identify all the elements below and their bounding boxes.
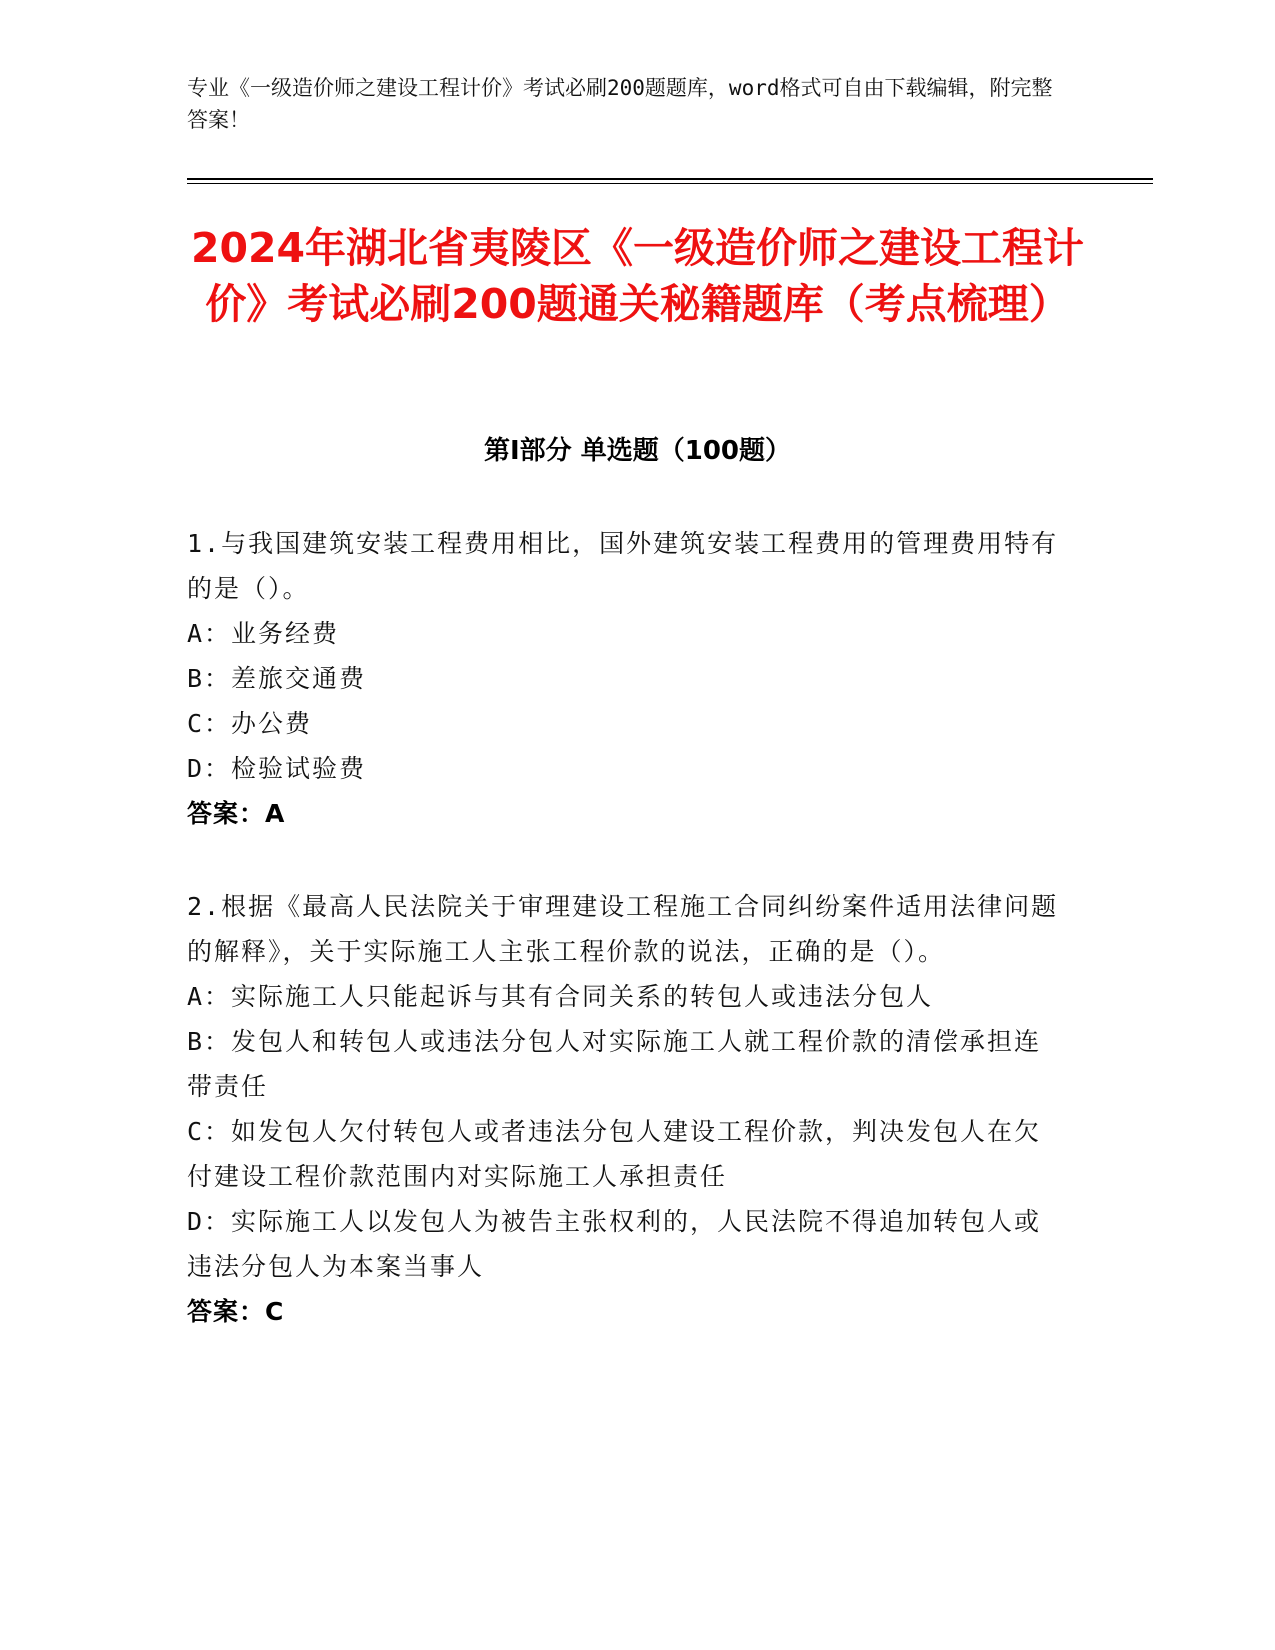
question-2 — [187, 884, 1067, 1334]
question-stem: 2.根据《最高人民法院关于审理建设工程施工合同纠纷案件适用法律问题的解释》，关于实际施工人主张工程价款的说法，正确的是（）。 — [187, 892, 1059, 966]
option-d: D：实际施工人以发包人为被告主张权利的，人民法院不得追加转包人或违法分包人为本案当事人 — [187, 1207, 1042, 1281]
question-stem: 1.与我国建筑安装工程费用相比，国外建筑安装工程费用的管理费用特有的是（）。 — [187, 529, 1059, 603]
answer-line: 答案：A — [187, 799, 286, 828]
option-b: B：发包人和转包人或违法分包人对实际施工人就工程价款的清偿承担连带责任 — [187, 1027, 1042, 1101]
option-c: C：办公费 — [187, 709, 313, 738]
option-b: B：差旅交通费 — [187, 664, 367, 693]
document-title: 2024年湖北省夷陵区《一级造价师之建设工程计价》考试必刷200题通关秘籍题库（考点梳理） — [190, 224, 1085, 328]
option-d: D：检验试验费 — [187, 754, 367, 783]
header-rule-thin — [187, 183, 1153, 184]
option-c: C：如发包人欠付转包人或者违法分包人建设工程价款，判决发包人在欠付建设工程价款范围内对实际施工人承担责任 — [187, 1117, 1042, 1191]
header-rule-thick — [187, 178, 1153, 180]
answer-line: 答案：C — [187, 1297, 285, 1326]
header-note: 专业《一级造价师之建设工程计价》考试必刷200题题库，word格式可自由下载编辑，附完整答案！ — [187, 76, 1053, 132]
question-1 — [187, 521, 1067, 836]
section-heading: 第I部分 单选题（100题） — [484, 436, 791, 466]
option-a: A：业务经费 — [187, 619, 340, 648]
option-a: A：实际施工人只能起诉与其有合同关系的转包人或违法分包人 — [187, 982, 934, 1011]
